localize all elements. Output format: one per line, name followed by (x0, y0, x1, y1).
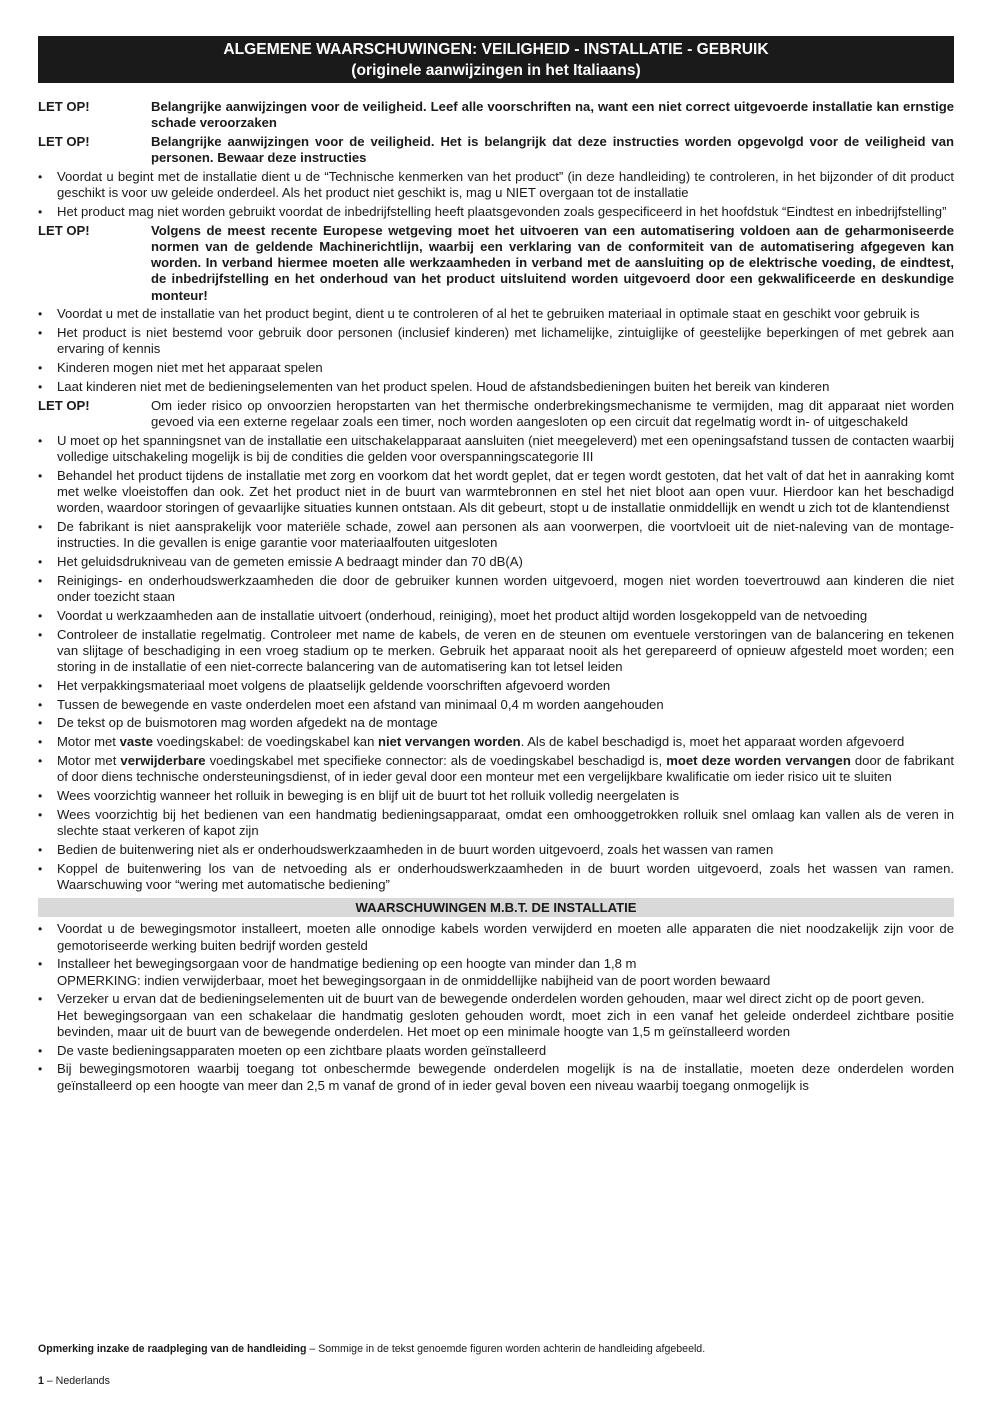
list-item (38, 169, 954, 201)
emphasis: vaste (119, 734, 154, 750)
text-run: Kinderen mogen niet met het apparaat spelen (57, 360, 323, 376)
bullet-icon: • (38, 753, 43, 768)
footnote (38, 1343, 954, 1356)
text-run: . Als de kabel beschadigd is, moet het apparaat worden afgevoerd (520, 734, 905, 750)
warning-label: LET OP! (38, 397, 90, 413)
list-item-text (57, 753, 954, 785)
text-run: voedingskabel: de voedingskabel kan (153, 734, 379, 750)
text-run: Het bewegingsorgaan van een schakelaar die handmatig gesloten gehouden wordt, moet zich in een vanaf het geleide onderdeel zichtbare positie bevinden, maar uit de buurt van de bewegende onderdelen. Het moet op een minimale hoogte van 1,5 m geïnstalleerd worden (57, 1007, 954, 1039)
bullet-icon: • (38, 627, 43, 642)
list-item (38, 842, 954, 858)
text-run: De tekst op de buismotoren mag worden afgedekt na de montage (57, 715, 438, 731)
bullet-icon: • (38, 922, 43, 937)
list-item (38, 697, 954, 713)
bullet-icon: • (38, 520, 43, 534)
bullet-icon: • (38, 735, 43, 750)
bullet-icon: • (38, 361, 43, 376)
section-heading: WAARSCHUWINGEN M.B.T. DE INSTALLATIE (38, 898, 954, 918)
list-item (38, 734, 954, 750)
list-item (38, 956, 954, 988)
list-item-text (57, 608, 954, 624)
list-item-text (57, 991, 954, 1040)
warning-text: Belangrijke aanwijzingen voor de veiligheid. Leef alle voorschriften na, want een niet correct uitgevoerde installatie kan ernstige schade veroorzaken (151, 99, 954, 131)
text-run: OPMERKING: indien verwijderbaar, moet het bewegingsorgaan in de onmiddellijke nabijheid van de poort worden bewaard (57, 972, 771, 988)
list-item (38, 468, 954, 517)
text-run: U moet op het spanningsnet van de installatie een uitschakelapparaat aansluiten (niet meegeleverd) met een openingsafstand tussen de contacten waarbij volledige uitschakeling mogelijk is bij de condities die gelden voor overspanningscategorie III (57, 432, 954, 464)
list-item-text (57, 1061, 954, 1093)
list-item (38, 360, 954, 376)
list-item (38, 627, 954, 676)
list-item (38, 519, 954, 551)
text-run: Het product mag niet worden gebruikt voordat de inbedrijfstelling heeft plaatsgevonden zoals gespecificeerd in het hoofdstuk “Eindtest en inbedrijfstelling” (57, 204, 947, 219)
bullet-icon: • (38, 468, 43, 483)
text-run: Voordat u begint met de installatie dient u de “Technische kenmerken van het product” (in deze handleiding) te controleren, in het bijzonder of dit product geschikt is voor uw geleide onderdeel. Als het product niet geschikt is, mag u NIET overgaan tot de installatie (57, 169, 954, 201)
list-item-text (57, 169, 954, 201)
bullet-icon: • (38, 861, 43, 876)
list-item-text (57, 842, 954, 858)
bullet-icon: • (38, 842, 43, 857)
list-item-text (57, 807, 954, 839)
emphasis: verwijderbare (120, 752, 206, 768)
text-run: Het product is niet bestemd voor gebruik door personen (inclusief kinderen) met lichamelijke, zintuiglijke of geestelijke beperkingen of met gebrek aan ervaring of kennis (57, 325, 954, 357)
bullet-icon: • (38, 716, 43, 731)
warning-item (38, 134, 954, 166)
text-run: Voordat u met de installatie van het product begint, dient u te controleren of al het te gebruiken materiaal in optimale staat en geschikt voor gebruik is (57, 306, 920, 322)
list-item (38, 921, 954, 953)
list-item-text (57, 715, 954, 731)
text-run: Bij bewegingsmotoren waarbij toegang tot onbeschermde bewegende onderdelen mogelijk is na de installatie, moeten deze onderdelen worden geïnstalleerd op een hoogte van meer dan 2,5 m vanaf de grond of in ieder geval boven een niveau waarbij toegang onmogelijk is (57, 1061, 954, 1093)
list-item (38, 204, 954, 220)
text-run: Wees voorzichtig wanneer het rolluik in beweging is en blijf uit de buurt tot het rolluik volledig neergelaten is (57, 787, 680, 803)
bullet-icon: • (38, 1043, 43, 1058)
bullet-icon: • (38, 433, 43, 448)
warning-text: Volgens de meest recente Europese wetgeving moet het uitvoeren van een automatisering voldoen aan de geharmoniseerde normen van de geldende Machinerichtlijn, waarbij een verklaring van de conformiteit van de automatisering afgegeven kan worden. In verband hiermee moeten alle werkzaamheden in verband met de aansluiting op de elektrische voeding, de eindtest, de inbedrijfstelling en het onderhoud van het product uitsluitend worden uitgevoerd door een gekwalificeerde en deskundige monteur! (151, 222, 954, 303)
bullet-icon: • (38, 1062, 43, 1077)
list-item (38, 573, 954, 605)
page-language: – Nederlands (43, 1375, 110, 1387)
bullet-icon: • (38, 205, 43, 219)
warning-label: LET OP! (38, 134, 90, 149)
bullet-icon: • (38, 326, 43, 341)
text-run: Motor met (57, 734, 120, 750)
page-number-value: 1 (38, 1375, 44, 1387)
warnings-content (38, 99, 954, 1096)
page-number (38, 1375, 110, 1388)
text-run: Wees voorzichtig bij het bedienen van een handmatig bedieningsapparaat, omdat een omhooggetrokken rolluik snel omlaag kan vallen als de veren in slechte staat verkeren of kapot zijn (57, 806, 954, 838)
list-item-text (57, 204, 954, 220)
text-run: Koppel de buitenwering los van de netvoeding als er onderhoudswerkzaamheden in de buurt worden uitgevoerd, zoals het wassen van ramen. Waarschuwing voor “wering met automatische bediening” (57, 860, 954, 892)
warning-text: Belangrijke aanwijzingen voor de veiligheid. Het is belangrijk dat deze instructies worden opgevolgd voor de veiligheid van personen. Bewaar deze instructies (151, 134, 954, 166)
warning-label: LET OP! (38, 222, 90, 238)
text-run: voedingskabel met specifieke connector: als de voedingskabel beschadigd is, (205, 752, 667, 768)
text-run: Behandel het product tijdens de installatie met zorg en voorkom dat het wordt geplet, dat er tegen wordt gestoten, dat het valt of dat het in aanraking komt met welke vloeistoffen dan ook. Zet het product niet in de buurt van warmtebronnen en stel het niet bloot aan open vuur. Hierdoor kan het beschadigd worden, waardoor storingen of gevaarlijke situaties kunnen ontstaan. Als dit gebeurt, stopt u de installatie onmiddellijk en wendt u zich tot de klantendienst (57, 467, 954, 516)
list-item-text (57, 861, 954, 893)
list-item-text (57, 921, 954, 953)
page-title: ALGEMENE WAARSCHUWINGEN: VEILIGHEID - INSTALLATIE - GEBRUIK (223, 41, 769, 58)
text-run: Het geluidsdrukniveau van de gemeten emissie A bedraagt minder dan 70 dB(A) (57, 554, 523, 569)
list-item-text (57, 734, 954, 750)
list-item-text (57, 360, 954, 376)
list-item-text (57, 956, 954, 988)
list-item (38, 433, 954, 465)
text-run: Voordat u de bewegingsmotor installeert, moeten alle onnodige kabels worden verwijderd en moeten alle apparaten die niet noodzakelijk zijn voor de gemotoriseerde werking buiten bedrijf worden gesteld (57, 921, 954, 953)
list-item-text (57, 554, 954, 570)
list-item-text (57, 627, 954, 676)
emphasis: niet vervangen worden (378, 734, 521, 750)
list-item-text (57, 306, 954, 322)
list-item-text (57, 697, 954, 713)
warning-text: Om ieder risico op onvoorzien heropstarten van het thermische onderbrekingsmechanisme te vermijden, mag dit apparaat niet worden gevoed via een externe regelaar zoals een timer, noch worden aangesloten op een circuit dat regelmatig wordt in- of uitgeschakeld (151, 397, 954, 429)
list-item-text (57, 1043, 954, 1059)
list-item-text (57, 519, 954, 551)
bullet-icon: • (38, 573, 43, 588)
page-subtitle: (originele aanwijzingen in het Italiaans) (351, 62, 641, 79)
warning-label: LET OP! (38, 99, 90, 114)
text-run: Bedien de buitenwering niet als er onderhoudswerkzaamheden in de buurt worden uitgevoerd, zoals het wassen van ramen (57, 841, 774, 857)
footnote-title: Opmerking inzake de raadpleging van de handleiding (38, 1343, 307, 1355)
list-item (38, 306, 954, 322)
list-item-text (57, 325, 954, 357)
warning-item (38, 223, 954, 304)
list-item-text (57, 573, 954, 605)
text-run: Installeer het bewegingsorgaan voor de handmatige bediening op een hoogte van minder dan 1,8 m (57, 956, 637, 972)
warning-item (38, 99, 954, 131)
warning-item (38, 398, 954, 430)
bullet-icon: • (38, 992, 43, 1007)
text-run: De fabrikant is niet aansprakelijk voor materiële schade, zowel aan personen als aan voorwerpen, die voortvloeit uit de niet-naleving van de montage-instructies. In die gevallen is enige garantie voor materiaalfouten uitgesloten (57, 519, 954, 551)
bullet-icon: • (38, 957, 43, 972)
list-item (38, 379, 954, 395)
list-item-text (57, 788, 954, 804)
list-item-text (57, 379, 954, 395)
list-item (38, 753, 954, 785)
list-item (38, 991, 954, 1040)
text-run: Verzeker u ervan dat de bedieningselementen uit de buurt van de bewegende onderdelen worden gehouden, maar wel direct zicht op de poort geven. (57, 991, 925, 1007)
list-item (38, 608, 954, 624)
text-run: Controleer de installatie regelmatig. Controleer met name de kabels, de veren en de steunen om eventuele verstoringen van de balancering en tekenen van slijtage of beschadiging in een vroeg stadium op te merken. Gebruik het apparaat nooit als het gerepareerd of opnieuw afgesteld moet worden; een storing in de installatie of een niet-correcte balancering van de automatisering kan tot letsel leiden (57, 626, 954, 674)
text-run: Het verpakkingsmateriaal moet volgens de plaatselijk geldende voorschriften afgevoerd worden (57, 677, 611, 693)
list-item-text (57, 468, 954, 517)
list-item (38, 1043, 954, 1059)
text-run: Motor met (57, 752, 121, 768)
emphasis: moet deze worden vervangen (666, 752, 851, 768)
list-item (38, 554, 954, 570)
page-title-bar (38, 36, 954, 83)
text-run: Voordat u werkzaamheden aan de installatie uitvoert (onderhoud, reiniging), moet het product altijd worden losgekoppeld van de netvoeding (57, 607, 868, 623)
text-run: door de fabrikant of door diens technische ondersteuningsdienst, of in ieder geval door een monteur met een vergelijkbare kwalificatie om ieder risico uit te sluiten (57, 752, 954, 785)
text-run: Laat kinderen niet met de bedieningselementen van het product spelen. Houd de afstandsbedieningen buiten het bereik van kinderen (57, 379, 830, 394)
bullet-icon: • (38, 307, 43, 322)
text-run: Reinigings- en onderhoudswerkzaamheden die door de gebruiker kunnen worden uitgevoerd, mogen niet worden toevertrouwd aan kinderen die niet onder toezicht staan (57, 572, 954, 604)
text-run: De vaste bedieningsapparaten moeten op een zichtbare plaats worden geïnstalleerd (57, 1042, 547, 1058)
list-item (38, 325, 954, 357)
list-item (38, 861, 954, 893)
text-run: Tussen de bewegende en vaste onderdelen moet een afstand van minimaal 0,4 m worden aangehouden (57, 696, 664, 712)
bullet-icon: • (38, 807, 43, 822)
bullet-icon: • (38, 678, 43, 693)
bullet-icon: • (38, 608, 43, 623)
footnote-text: – Sommige in de tekst genoemde figuren worden achterin de handleiding afgebeeld. (306, 1343, 706, 1355)
bullet-icon: • (38, 697, 43, 712)
list-item (38, 715, 954, 731)
list-item-text (57, 678, 954, 694)
list-item-text (57, 433, 954, 465)
list-item (38, 788, 954, 804)
bullet-icon: • (38, 380, 43, 394)
list-item (38, 678, 954, 694)
list-item (38, 807, 954, 839)
bullet-icon: • (38, 170, 43, 184)
bullet-icon: • (38, 788, 43, 803)
list-item (38, 1061, 954, 1093)
bullet-icon: • (38, 555, 43, 569)
